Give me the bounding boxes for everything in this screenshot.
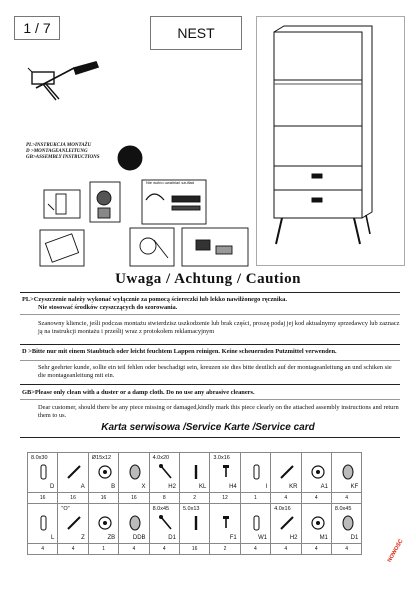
part-cell xyxy=(28,504,58,544)
part-cell xyxy=(301,453,331,493)
part-code: D1 xyxy=(168,535,176,541)
part-quantity: 12 xyxy=(210,493,240,504)
ring-icon xyxy=(65,514,83,532)
new-stamp: NOWOŚĆ xyxy=(386,538,405,564)
tools-illustration xyxy=(26,58,110,102)
part-code: W1 xyxy=(258,535,268,541)
hammer-icon xyxy=(32,72,59,100)
small-screw-icon xyxy=(187,514,205,532)
cup-icon xyxy=(126,463,144,481)
instructions-title-de: D >MONTAGEANLEITUNG xyxy=(26,149,88,154)
part-code: B xyxy=(111,484,116,490)
page-number: 1 / 7 xyxy=(23,20,51,36)
part-code: Z xyxy=(81,535,85,541)
parts-table xyxy=(27,452,362,555)
part-quantity: 4 xyxy=(271,493,301,504)
part-quantity: 8 xyxy=(149,493,179,504)
warning-pl-line1: PL>Czyszczenie należy wykonać wyłącznie za pomocą ściereczki lub lekko nawilżonego ręcznika. xyxy=(22,296,287,303)
part-quantity: 1 xyxy=(88,544,118,555)
screw-icon xyxy=(157,463,175,481)
part-quantity: 4 xyxy=(149,544,179,555)
divider-gb-2 xyxy=(20,399,400,400)
parts-row-2 xyxy=(28,504,362,544)
part-spec: 3.0x16 xyxy=(213,455,230,461)
part-quantity: 4 xyxy=(271,544,301,555)
part-code: H2 xyxy=(289,535,298,541)
part-quantity: 4 xyxy=(58,544,88,555)
part-code: M1 xyxy=(319,535,328,541)
part-spec: 4.0x20 xyxy=(152,455,170,461)
part-quantity: 16 xyxy=(119,493,149,504)
warning-pl-para: Szanowny kliencie, jeśli podczas montażu stwierdzisz uszkodzenie lub brak części, proszę podaj jej kod aktualnymy sprzedawcy lub zaznacz ją na instrukcji montażu i prześlij wraz z protokołem reklamacyjnym xyxy=(38,320,400,335)
part-spec: 8.0x45 xyxy=(152,506,170,512)
divider-pl xyxy=(20,314,400,315)
plate-icon xyxy=(126,514,144,532)
bolt-icon xyxy=(309,463,327,481)
instructions-title-gb: GB>ASSEMBLY INSTRUCTIONS xyxy=(26,155,100,160)
part-code: KL xyxy=(199,484,207,490)
part-code: L xyxy=(51,535,55,541)
part-cell xyxy=(240,504,270,544)
part-code: H4 xyxy=(229,484,237,490)
product-title: NEST xyxy=(177,25,215,41)
bit-icon xyxy=(248,514,266,532)
part-quantity: 16 xyxy=(28,493,58,504)
part-cell xyxy=(119,504,149,544)
qty-row-1 xyxy=(28,493,362,504)
parts-row-1 xyxy=(28,453,362,493)
part-spec: 5.0x13 xyxy=(182,506,200,512)
part-cell xyxy=(271,504,301,544)
instructions-title-pl: PL>INSTRUKCJA MONTAŻU xyxy=(26,143,92,148)
part-code: A1 xyxy=(320,484,328,490)
part-code: X xyxy=(141,484,146,490)
qty-row-2 xyxy=(28,544,362,555)
cam-lock-icon xyxy=(96,463,114,481)
part-code: H2 xyxy=(168,484,176,490)
part-spec: "O" xyxy=(61,506,70,512)
divider-top xyxy=(20,292,400,293)
divider-gb xyxy=(20,384,400,385)
part-quantity: 16 xyxy=(88,493,118,504)
bracket-icon xyxy=(248,463,266,481)
plug-icon xyxy=(35,514,53,532)
short-screw-icon xyxy=(217,463,235,481)
part-code: KR xyxy=(289,484,298,490)
part-cell xyxy=(28,453,58,493)
part-spec: 8.0x45 xyxy=(334,506,352,512)
part-code: I xyxy=(265,484,268,490)
part-quantity: 1 xyxy=(240,493,270,504)
wood-screw-icon xyxy=(278,514,296,532)
part-spec: Ø15x12 xyxy=(91,455,112,461)
part-cell xyxy=(331,453,361,493)
part-code: D1 xyxy=(350,535,359,541)
part-cell xyxy=(179,453,209,493)
long-dowel-icon xyxy=(157,514,175,532)
part-quantity: 4 xyxy=(240,544,270,555)
part-cell xyxy=(149,504,179,544)
divider-de xyxy=(20,344,400,345)
handle-icon xyxy=(217,514,235,532)
part-cell xyxy=(271,453,301,493)
part-cell xyxy=(88,504,118,544)
wardrobe-drawing xyxy=(262,22,402,262)
part-cell xyxy=(88,453,118,493)
pin-icon xyxy=(187,463,205,481)
part-quantity: 4 xyxy=(301,544,331,555)
part-quantity: 4 xyxy=(301,493,331,504)
part-code: ZB xyxy=(107,535,116,541)
part-cell xyxy=(301,504,331,544)
part-cell xyxy=(58,504,88,544)
part-spec: 8.0x30 xyxy=(31,455,48,461)
part-cell xyxy=(119,453,149,493)
fitting-icon xyxy=(339,463,357,481)
part-spec: 4.0x16 xyxy=(274,506,291,512)
part-quantity: 4 xyxy=(331,493,361,504)
part-code: F1 xyxy=(229,535,237,541)
part-cell xyxy=(210,453,240,493)
part-quantity: 16 xyxy=(58,493,88,504)
hinge-icon xyxy=(96,514,114,532)
part-code: DDB xyxy=(132,535,146,541)
clip-icon xyxy=(278,463,296,481)
two-persons-icon xyxy=(118,146,142,170)
part-quantity: 2 xyxy=(210,544,240,555)
dowel2-icon xyxy=(339,514,357,532)
warning-pl-line2: Nie stosować środków czyszczących do szorowania. xyxy=(38,304,178,311)
warning-gb-line1: GB>Please only clean with a duster or a damp cloth. Do no use any abrasive cleaners. xyxy=(22,389,255,396)
warning-heading: Uwaga / Achtung / Caution xyxy=(115,271,301,287)
cam-bolt-icon xyxy=(65,463,83,481)
part-quantity: 4 xyxy=(119,544,149,555)
nut-icon xyxy=(309,514,327,532)
warning-de-line1: D >Bitte nur mit einem Staubtuch oder leicht feuchtem Lappen reinigen. Keine scheuernden Putzmittel verwenden. xyxy=(22,348,337,355)
part-code: A xyxy=(80,484,85,490)
warning-gb-para: Dear customer, should there be any piece missing or damaged,kindly mark this piece clearly on the attached assembly instructions and return them to us. xyxy=(38,404,399,419)
divider-de-2 xyxy=(20,360,400,361)
part-cell xyxy=(179,504,209,544)
divider-card xyxy=(20,437,400,438)
part-cell xyxy=(331,504,361,544)
dowel-icon xyxy=(35,463,53,481)
part-cell xyxy=(210,504,240,544)
part-cell xyxy=(240,453,270,493)
part-code: D xyxy=(50,484,55,490)
diagram-note: Nie wolno uwalniać szuflad xyxy=(146,180,195,185)
part-cell xyxy=(58,453,88,493)
part-code: KF xyxy=(350,484,359,490)
part-quantity: 16 xyxy=(179,544,209,555)
part-quantity: 4 xyxy=(28,544,58,555)
part-quantity: 4 xyxy=(331,544,361,555)
service-card-title: Karta serwisowa /Service Karte /Service card xyxy=(101,422,315,433)
part-cell xyxy=(149,453,179,493)
assembly-pictograms xyxy=(34,140,250,268)
part-quantity: 2 xyxy=(179,493,209,504)
warning-de-para: Sehr geehrter kunde, sollte ein teil fehlen oder beschadigt sein, kreuzen sie dies bitte deutlich auf der montageanleitung an und schiken sie die montageanleitung mit ein. xyxy=(38,364,392,379)
